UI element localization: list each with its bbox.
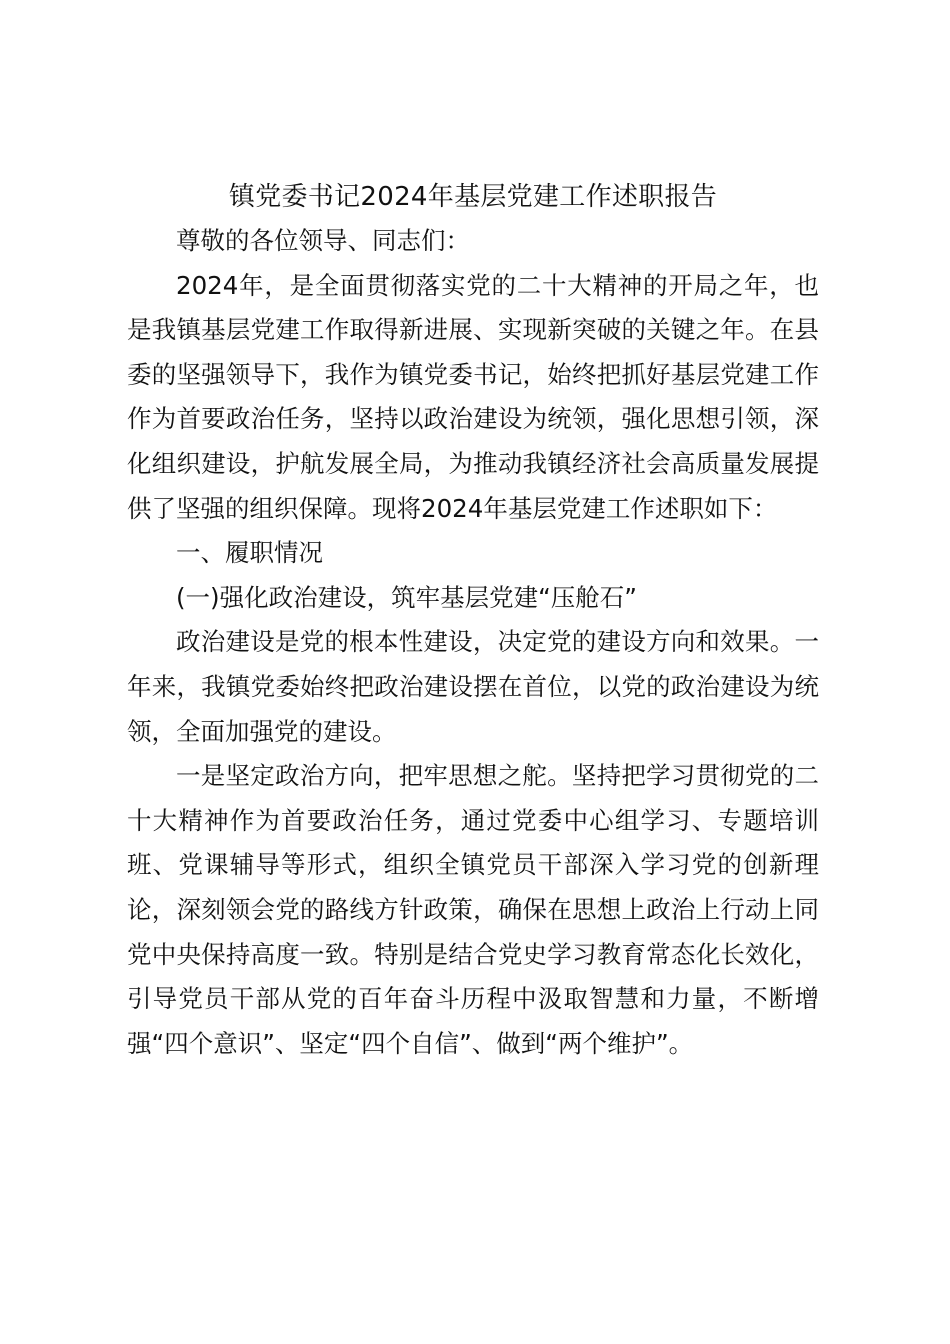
document-body [127,175,819,1066]
section-heading: 一、履职情况 [176,538,323,568]
document-title: 镇党委书记2024年基层党建工作述职报告 [228,182,718,212]
salutation: 尊敬的各位领导、同志们： [176,226,470,255]
body-paragraph-2: 一是坚定政治方向，把牢思想之舵。坚持把学习贯彻党的二十大精神作为首要政治任务，通过党委中心组学习、专题培训班、党课辅导等形式，组织全镇党员干部深入学习党的创新理论，深刻领会党的路线方针政策，确保在思想上政治上行动上同党中央保持高度一致。特别是结合党史学习教育常态化长效化，引导党员干部从党的百年奋斗历程中汲取智慧和力量，不断增强“四个意识”、坚定“四个自信”、做到“两个维护”。 [127,761,819,1058]
intro-paragraph: 2024年，是全面贯彻落实党的二十大精神的开局之年，也是我镇基层党建工作取得新进展、实现新突破的关键之年。在县委的坚强领导下，我作为镇党委书记，始终把抓好基层党建工作作为首要政治任务，坚持以政治建设为统领，强化思想引领，深化组织建设，护航发展全局，为推动我镇经济社会高质量发展提供了坚强的组织保障。现将2024年基层党建工作述职如下： [127,270,819,523]
subsection-heading: (一)强化政治建设，筑牢基层党建“压舱石” [176,582,638,612]
body-paragraph-1: 政治建设是党的根本性建设，决定党的建设方向和效果。一年来，我镇党委始终把政治建设摆在首位，以党的政治建设为统领，全面加强党的建设。 [127,627,819,746]
